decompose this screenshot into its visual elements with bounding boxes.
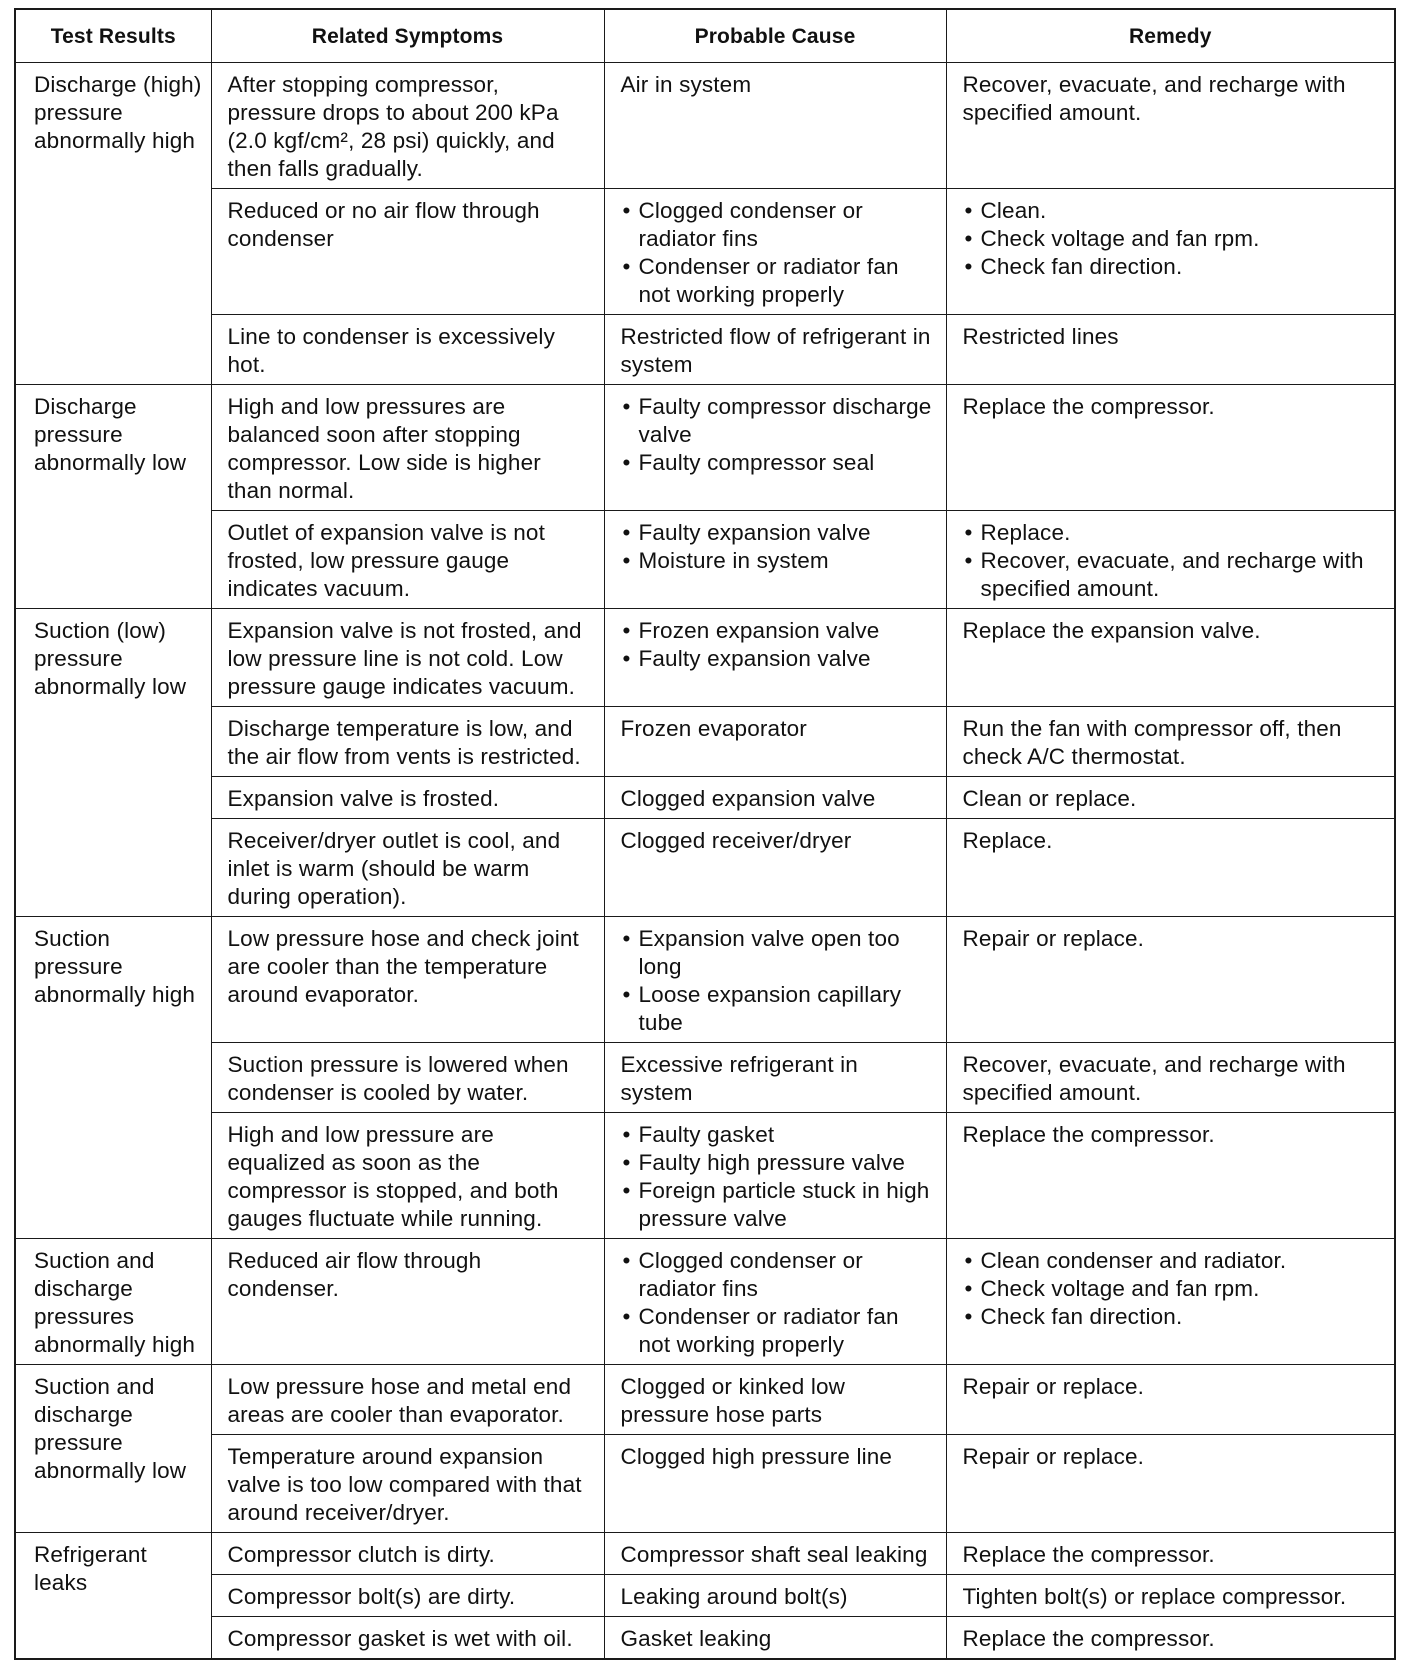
remedy-item: • Clean condenser and radiator. xyxy=(963,1247,1383,1275)
cause-cell xyxy=(604,1575,946,1617)
cause-cell xyxy=(604,63,946,189)
table-row xyxy=(15,707,1395,777)
remedy-list xyxy=(963,197,1383,281)
remedy-cell xyxy=(946,189,1395,315)
remedy-text: Replace the compressor. xyxy=(962,1542,1215,1567)
cause-item: • Loose expansion capillary tube xyxy=(621,981,934,1037)
table-row xyxy=(15,1043,1395,1113)
remedy-item: • Check fan direction. xyxy=(963,253,1383,281)
remedy-cell xyxy=(946,315,1395,385)
cause-item: • Faulty gasket xyxy=(621,1121,934,1149)
remedy-text: Replace the compressor. xyxy=(962,1122,1215,1147)
table-body xyxy=(15,63,1395,1660)
table-row xyxy=(15,1239,1395,1365)
cause-list xyxy=(621,925,934,1037)
remedy-cell xyxy=(946,1533,1395,1575)
table-row xyxy=(15,1533,1395,1575)
test-result-cell: Suction pressure abnormally high xyxy=(15,917,211,1239)
remedy-cell xyxy=(946,1575,1395,1617)
remedy-item: • Check voltage and fan rpm. xyxy=(963,225,1383,253)
cause-item: • Faulty expansion valve xyxy=(621,519,934,547)
cause-list xyxy=(621,617,934,673)
cause-text: Clogged expansion valve xyxy=(620,786,876,811)
remedy-text: Recover, evacuate, and recharge with specified amount. xyxy=(962,1052,1346,1105)
cause-cell xyxy=(604,385,946,511)
symptom-cell: Reduced or no air flow through condenser xyxy=(211,189,604,315)
table-row xyxy=(15,315,1395,385)
cause-cell xyxy=(604,189,946,315)
test-result-cell: Discharge (high) pressure abnormally high xyxy=(15,63,211,385)
cause-item: • Condenser or radiator fan not working properly xyxy=(621,1303,934,1359)
remedy-item: • Check fan direction. xyxy=(963,1303,1383,1331)
remedy-cell xyxy=(946,1365,1395,1435)
cause-item: • Clogged condenser or radiator fins xyxy=(621,197,934,253)
symptom-cell: Low pressure hose and check joint are cooler than the temperature around evaporator. xyxy=(211,917,604,1043)
remedy-text: Replace the compressor. xyxy=(962,1626,1215,1651)
remedy-cell xyxy=(946,511,1395,609)
remedy-text: Repair or replace. xyxy=(962,926,1145,951)
cause-item: • Moisture in system xyxy=(621,547,934,575)
cause-cell xyxy=(604,917,946,1043)
remedy-cell xyxy=(946,1435,1395,1533)
symptom-cell: Low pressure hose and metal end areas are cooler than evaporator. xyxy=(211,1365,604,1435)
symptom-cell: Expansion valve is not frosted, and low pressure line is not cold. Low pressure gauge indicates vacuum. xyxy=(211,609,604,707)
cause-item: • Faulty high pressure valve xyxy=(621,1149,934,1177)
test-result-cell: Suction and discharge pressure abnormally low xyxy=(15,1365,211,1533)
table-row xyxy=(15,385,1395,511)
remedy-item: • Check voltage and fan rpm. xyxy=(963,1275,1383,1303)
cause-cell xyxy=(604,1043,946,1113)
cause-cell xyxy=(604,609,946,707)
remedy-text: Repair or replace. xyxy=(962,1444,1145,1469)
symptom-cell: Expansion valve is frosted. xyxy=(211,777,604,819)
table-row xyxy=(15,1365,1395,1435)
remedy-item: • Replace. xyxy=(963,519,1383,547)
remedy-text: Recover, evacuate, and recharge with specified amount. xyxy=(962,72,1346,125)
remedy-item: • Recover, evacuate, and recharge with specified amount. xyxy=(963,547,1383,603)
cause-text: Gasket leaking xyxy=(620,1626,772,1651)
cause-list xyxy=(621,1121,934,1233)
symptom-cell: Suction pressure is lowered when condenser is cooled by water. xyxy=(211,1043,604,1113)
cause-cell xyxy=(604,511,946,609)
cause-text: Restricted flow of refrigerant in system xyxy=(620,324,931,377)
cause-text: Compressor shaft seal leaking xyxy=(620,1542,928,1567)
table-row xyxy=(15,1435,1395,1533)
cause-item: • Frozen expansion valve xyxy=(621,617,934,645)
remedy-text: Replace. xyxy=(962,828,1053,853)
remedy-cell xyxy=(946,917,1395,1043)
table-row xyxy=(15,1575,1395,1617)
table-header xyxy=(15,9,1395,63)
cause-text: Leaking around bolt(s) xyxy=(620,1584,848,1609)
cause-cell xyxy=(604,819,946,917)
header-remedy: Remedy xyxy=(946,9,1395,63)
remedy-text: Replace the expansion valve. xyxy=(962,618,1261,643)
table-row xyxy=(15,609,1395,707)
cause-cell xyxy=(604,1435,946,1533)
cause-list xyxy=(621,1247,934,1359)
symptom-cell: Temperature around expansion valve is too low compared with that around receiver/dryer. xyxy=(211,1435,604,1533)
test-result-cell: Refrigerant leaks xyxy=(15,1533,211,1660)
header-test-results: Test Results xyxy=(15,9,211,63)
cause-list xyxy=(621,197,934,309)
cause-text: Frozen evaporator xyxy=(620,716,807,741)
cause-item: • Faulty compressor discharge valve xyxy=(621,393,934,449)
test-result-cell: Suction and discharge pressures abnormally high xyxy=(15,1239,211,1365)
remedy-text: Restricted lines xyxy=(962,324,1119,349)
cause-cell xyxy=(604,315,946,385)
remedy-cell xyxy=(946,707,1395,777)
test-result-cell: Discharge pressure abnormally low xyxy=(15,385,211,609)
cause-list xyxy=(621,393,934,477)
symptom-cell: Line to condenser is excessively hot. xyxy=(211,315,604,385)
cause-cell xyxy=(604,1533,946,1575)
cause-item: • Faulty compressor seal xyxy=(621,449,934,477)
cause-cell xyxy=(604,1365,946,1435)
cause-item: • Faulty expansion valve xyxy=(621,645,934,673)
cause-cell xyxy=(604,1239,946,1365)
symptom-cell: Compressor clutch is dirty. xyxy=(211,1533,604,1575)
symptom-cell: Compressor bolt(s) are dirty. xyxy=(211,1575,604,1617)
remedy-cell xyxy=(946,1043,1395,1113)
symptom-cell: High and low pressure are equalized as soon as the compressor is stopped, and both gauges fluctuate while running. xyxy=(211,1113,604,1239)
table-row xyxy=(15,63,1395,189)
remedy-text: Tighten bolt(s) or replace compressor. xyxy=(962,1584,1347,1609)
remedy-text: Run the fan with compressor off, then check A/C thermostat. xyxy=(962,716,1342,769)
remedy-cell xyxy=(946,1239,1395,1365)
test-result-cell: Suction (low) pressure abnormally low xyxy=(15,609,211,917)
cause-cell xyxy=(604,1617,946,1660)
cause-item: • Foreign particle stuck in high pressure valve xyxy=(621,1177,934,1233)
header-probable-cause: Probable Cause xyxy=(604,9,946,63)
remedy-list xyxy=(963,1247,1383,1331)
table-row xyxy=(15,1113,1395,1239)
table-row xyxy=(15,1617,1395,1660)
remedy-cell xyxy=(946,1113,1395,1239)
cause-item: • Expansion valve open too long xyxy=(621,925,934,981)
table-row xyxy=(15,511,1395,609)
remedy-cell xyxy=(946,777,1395,819)
cause-text: Air in system xyxy=(620,72,752,97)
cause-item: • Clogged condenser or radiator fins xyxy=(621,1247,934,1303)
cause-cell xyxy=(604,707,946,777)
remedy-cell xyxy=(946,385,1395,511)
symptom-cell: Compressor gasket is wet with oil. xyxy=(211,1617,604,1660)
remedy-text: Repair or replace. xyxy=(962,1374,1145,1399)
table-row xyxy=(15,777,1395,819)
cause-text: Excessive refrigerant in system xyxy=(620,1052,858,1105)
cause-text: Clogged or kinked low pressure hose parts xyxy=(620,1374,846,1427)
table-row xyxy=(15,917,1395,1043)
cause-text: Clogged high pressure line xyxy=(620,1444,893,1469)
symptom-cell: Reduced air flow through condenser. xyxy=(211,1239,604,1365)
cause-text: Clogged receiver/dryer xyxy=(620,828,852,853)
remedy-list xyxy=(963,519,1383,603)
table-row xyxy=(15,189,1395,315)
cause-list xyxy=(621,519,934,575)
symptom-cell: High and low pressures are balanced soon after stopping compressor. Low side is higher than normal. xyxy=(211,385,604,511)
remedy-cell xyxy=(946,819,1395,917)
header-related-symptoms: Related Symptoms xyxy=(211,9,604,63)
remedy-cell xyxy=(946,1617,1395,1660)
header-row xyxy=(15,9,1395,63)
troubleshooting-table xyxy=(14,8,1396,1660)
cause-cell xyxy=(604,1113,946,1239)
symptom-cell: Discharge temperature is low, and the air flow from vents is restricted. xyxy=(211,707,604,777)
remedy-item: • Clean. xyxy=(963,197,1383,225)
symptom-cell: Outlet of expansion valve is not frosted, low pressure gauge indicates vacuum. xyxy=(211,511,604,609)
symptom-cell: After stopping compressor, pressure drops to about 200 kPa (2.0 kgf/cm², 28 psi) quickly, and then falls gradually. xyxy=(211,63,604,189)
remedy-text: Clean or replace. xyxy=(962,786,1137,811)
cause-cell xyxy=(604,777,946,819)
symptom-cell: Receiver/dryer outlet is cool, and inlet is warm (should be warm during operation). xyxy=(211,819,604,917)
table-row xyxy=(15,819,1395,917)
remedy-cell xyxy=(946,609,1395,707)
remedy-cell xyxy=(946,63,1395,189)
cause-item: • Condenser or radiator fan not working properly xyxy=(621,253,934,309)
remedy-text: Replace the compressor. xyxy=(962,394,1215,419)
